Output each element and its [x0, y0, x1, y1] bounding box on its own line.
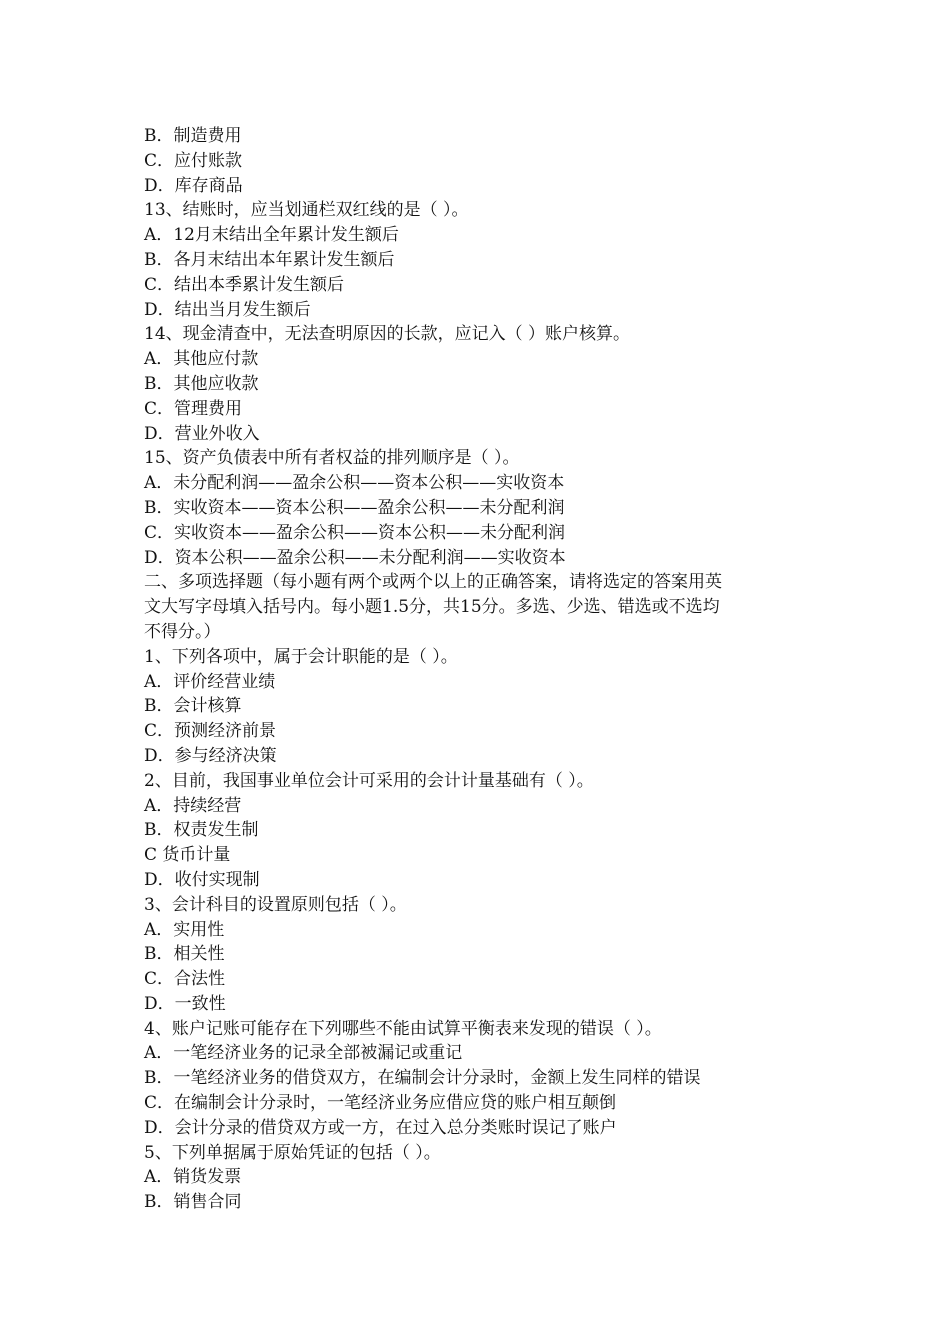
- option-c: C．管理费用: [144, 398, 243, 419]
- option-c: C．结出本季累计发生额后: [144, 274, 345, 295]
- option-d: D．会计分录的借贷双方或一方，在过入总分类账时误记了账户: [144, 1117, 617, 1138]
- option-a: A．持续经营: [144, 795, 242, 816]
- option-d: D．库存商品: [144, 175, 243, 196]
- section-heading-line-2: 文大写字母填入括号内。每小题1.5分，共15分。多选、少选、错选或不选均: [144, 597, 720, 618]
- option-c: C．在编制会计分录时，一笔经济业务应借应贷的账户相互颠倒: [144, 1093, 617, 1114]
- option-b: B．制造费用: [144, 126, 242, 146]
- question-13: 13、结账时，应当划通栏双红线的是（ ）。: [144, 200, 469, 221]
- option-d: D．资本公积——盈余公积——未分配利润——实收资本: [144, 547, 566, 568]
- question-5: 5、下列单据属于原始凭证的包括（ ）。: [144, 1142, 441, 1163]
- question-2: 2、目前，我国事业单位会计可采用的会计计量基础有（ ）。: [144, 770, 594, 791]
- option-c: C．应付账款: [144, 150, 243, 171]
- section-heading-line-3: 不得分。）: [144, 621, 221, 642]
- option-d: D．营业外收入: [144, 423, 260, 444]
- option-a: A．其他应付款: [144, 349, 259, 370]
- option-c: C．预测经济前景: [144, 721, 277, 742]
- option-b: B．相关性: [144, 944, 225, 965]
- question-15: 15、资产负债表中所有者权益的排列顺序是（ ）。: [144, 448, 520, 469]
- section-heading-line-1: 二、多项选择题（每小题有两个或两个以上的正确答案，请将选定的答案用英: [144, 572, 722, 593]
- option-b: B．权责发生制: [144, 820, 259, 841]
- option-c: C 货币计量: [144, 845, 231, 866]
- option-b: B．一笔经济业务的借贷双方，在编制会计分录时，金额上发生同样的错误: [144, 1068, 701, 1089]
- option-c: C．合法性: [144, 969, 226, 990]
- question-14: 14、现金清查中，无法查明原因的长款，应记入（ ）账户核算。: [144, 324, 631, 345]
- option-a: A．评价经营业绩: [144, 671, 276, 692]
- option-d: D．参与经济决策: [144, 745, 277, 766]
- question-3: 3、会计科目的设置原则包括（ ）。: [144, 894, 407, 915]
- option-b: B．实收资本——资本公积——盈余公积——未分配利润: [144, 497, 565, 518]
- option-b: B．销售合同: [144, 1192, 242, 1213]
- option-a: A．销货发票: [144, 1167, 242, 1188]
- option-b: B．其他应收款: [144, 373, 259, 394]
- option-b: B．各月末结出本年累计发生额后: [144, 249, 395, 270]
- option-a: A．12月末结出全年累计发生额后: [144, 225, 399, 246]
- option-a: A．实用性: [144, 919, 225, 940]
- document-body: [144, 124, 812, 1215]
- question-1: 1、下列各项中，属于会计职能的是（ ）。: [144, 646, 458, 667]
- option-c: C．实收资本——盈余公积——资本公积——未分配利润: [144, 522, 566, 543]
- option-a: A．未分配利润——盈余公积——资本公积——实收资本: [144, 473, 565, 494]
- option-d: D．一致性: [144, 993, 226, 1014]
- option-d: D．收付实现制: [144, 869, 260, 890]
- option-a: A．一笔经济业务的记录全部被漏记或重记: [144, 1043, 463, 1064]
- question-4: 4、账户记账可能存在下列哪些不能由试算平衡表来发现的错误（ ）。: [144, 1018, 662, 1039]
- option-b: B．会计核算: [144, 696, 242, 717]
- option-d: D．结出当月发生额后: [144, 299, 311, 320]
